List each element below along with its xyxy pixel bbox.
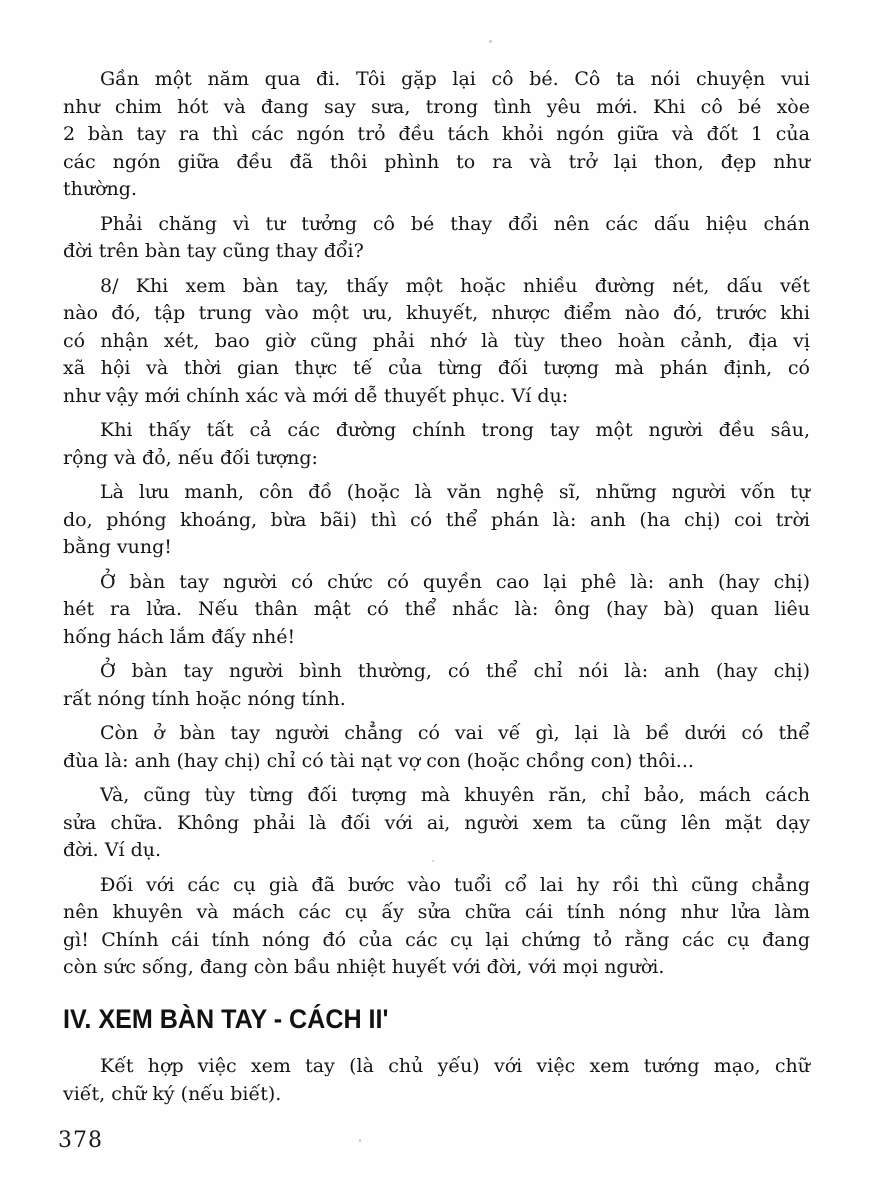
text-line: đời trên bàn tay cũng thay đổi? xyxy=(63,240,364,262)
text-line: Và, cũng tùy từng đối tượng mà khuyên răn, chỉ bảo, mách cách xyxy=(100,784,810,806)
text-line: nên khuyên và mách các cụ ấy sửa chữa cái tính nóng như lửa làm xyxy=(63,901,810,923)
text-line: nào đó, tập trung vào một ưu, khuyết, nhược điểm nào đó, trước khi xyxy=(63,302,810,324)
text-line: Khi thấy tất cả các đường chính trong tay một người đều sâu, xyxy=(100,419,810,441)
text-line: do, phóng khoáng, bừa bãi) thì có thể phán là: anh (ha chị) coi trời xyxy=(63,508,810,531)
paragraph xyxy=(63,273,810,411)
text-line: hống hách lắm đấy nhé! xyxy=(63,625,296,648)
section-heading: IV. XEM BÀN TAY - CÁCH II' xyxy=(63,1003,389,1034)
paragraph xyxy=(63,720,810,775)
paragraph xyxy=(63,569,810,652)
text-line: rộng và đỏ, nếu đối tượng: xyxy=(63,446,318,469)
paragraph xyxy=(63,417,810,472)
text-line: Còn ở bàn tay người chẳng có vai vế gì, lại là bề dưới có thể xyxy=(100,722,810,744)
text-line: còn sức sống, đang còn bầu nhiệt huyết với đời, với mọi người. xyxy=(63,956,665,978)
text-line: hét ra lửa. Nếu thân mật có thể nhắc là: ông (hay bà) quan liêu xyxy=(63,598,810,620)
text-line: như vậy mới chính xác và mới dễ thuyết phục. Ví dụ: xyxy=(63,384,569,407)
page-body-text xyxy=(63,66,810,1108)
text-line: Phải chăng vì tư tưởng cô bé thay đổi nên các dấu hiệu chán xyxy=(100,212,810,235)
text-line: viết, chữ ký (nếu biết). xyxy=(63,1082,282,1105)
paragraph xyxy=(63,66,810,204)
text-line: Là lưu manh, côn đồ (hoặc là văn nghệ sĩ, những người vốn tự xyxy=(100,481,810,503)
text-line: sửa chữa. Không phải là đối với ai, người xem ta cũng lên mặt dạy xyxy=(63,811,810,834)
paragraph xyxy=(63,658,810,713)
text-line: Đối với các cụ già đã bước vào tuổi cổ lai hy rồi thì cũng chẳng xyxy=(100,873,810,896)
text-line: các ngón giữa đều đã thôi phình to ra và trở lại thon, đẹp như xyxy=(63,150,810,173)
text-line: Ở bàn tay người bình thường, có thể chỉ nói là: anh (hay chị) xyxy=(100,660,810,682)
paragraph xyxy=(63,782,810,865)
scan-speck xyxy=(489,40,492,43)
text-line: Kết hợp việc xem tay (là chủ yếu) với việc xem tướng mạo, chữ xyxy=(100,1055,810,1077)
text-line: xã hội và thời gian thực tế của từng đối tượng mà phán định, có xyxy=(63,357,810,379)
text-line: đùa là: anh (hay chị) chỉ có tài nạt vợ con (hoặc chồng con) thôi... xyxy=(63,749,694,772)
text-line: có nhận xét, bao giờ cũng phải nhớ là tùy theo hoàn cảnh, địa vị xyxy=(63,329,810,352)
text-line: đời. Ví dụ. xyxy=(63,839,162,861)
scan-speck xyxy=(432,860,434,862)
paragraph xyxy=(63,1053,810,1108)
text-line: 8/ Khi xem bàn tay, thấy một hoặc nhiều đường nét, dấu vết xyxy=(100,274,810,297)
text-line: rất nóng tính hoặc nóng tính. xyxy=(63,687,346,710)
text-line: thường. xyxy=(63,178,137,200)
text-line: 2 bàn tay ra thì các ngón trỏ đều tách khỏi ngón giữa và đốt 1 của xyxy=(63,123,810,145)
text-line: Gần một năm qua đi. Tôi gặp lại cô bé. Cô ta nói chuyện vui xyxy=(100,68,810,90)
scan-speck xyxy=(359,1139,361,1142)
text-line: gì! Chính cái tính nóng đó của các cụ lại chứng tỏ rằng các cụ đang xyxy=(63,928,810,951)
page-number: 378 xyxy=(58,1128,103,1153)
paragraph xyxy=(63,211,810,266)
text-line: Ở bàn tay người có chức có quyền cao lại phê là: anh (hay chị) xyxy=(100,570,810,593)
paragraph xyxy=(63,479,810,562)
text-line: bằng vung! xyxy=(63,536,172,558)
paragraph xyxy=(63,872,810,982)
text-line: như chim hót và đang say sưa, trong tình yêu mới. Khi cô bé xòe xyxy=(63,95,810,118)
